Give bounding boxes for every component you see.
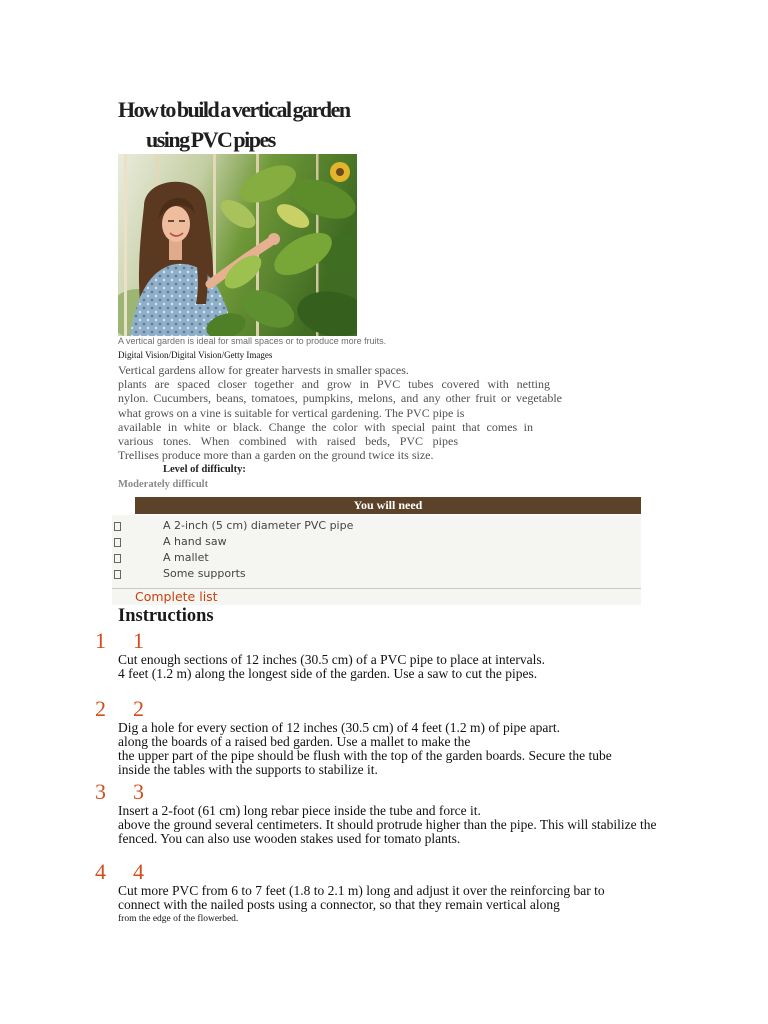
- step-number-row: [0, 861, 768, 883]
- supplies-list: [112, 518, 641, 582]
- step-number: 4: [95, 859, 106, 884]
- instruction-step-3: [0, 781, 768, 846]
- title-line-1: How to build a vertical garden: [118, 97, 350, 122]
- supply-item: [112, 550, 641, 566]
- supply-item-label: Some supports: [163, 567, 246, 580]
- title-line-2: using PVC pipes: [146, 127, 275, 152]
- supply-item: [112, 518, 641, 534]
- step-line: Dig a hole for every section of 12 inches (30.5 cm) of 4 feet (1.2 m) of pipe apart.: [118, 720, 560, 735]
- step-line: inside the tables with the supports to stabilize it.: [118, 762, 378, 777]
- intro-line: various tones. When combined with raised beds, PVC pipes: [118, 433, 458, 448]
- step-line: the upper part of the pipe should be flush with the top of the garden boards. Secure the tube: [118, 748, 612, 763]
- garden-photo: [118, 154, 357, 336]
- step-text: [118, 653, 768, 681]
- step-line: above the ground several centimeters. It should protrude higher than the pipe. This will stabilize the: [118, 817, 657, 832]
- neck: [169, 240, 182, 260]
- instructions-heading: Instructions: [118, 606, 214, 626]
- complete-list-link[interactable]: Complete list: [135, 589, 218, 604]
- intro-paragraph: [118, 363, 562, 462]
- step-line: Insert a 2-foot (61 cm) long rebar piece inside the tube and force it.: [118, 803, 481, 818]
- step-number: 4: [133, 859, 144, 884]
- step-number: 3: [133, 779, 144, 804]
- hand: [268, 233, 280, 245]
- intro-line: nylon. Cucumbers, beans, tomatoes, pumpkins, melons, and any other fruit or vegetable: [118, 391, 562, 406]
- supply-item: [112, 534, 641, 550]
- step-text: [118, 721, 768, 777]
- intro-line: Trellises produce more than a garden on the ground twice its size.: [118, 448, 434, 463]
- step-number-row: [0, 781, 768, 803]
- instruction-step-1: [0, 630, 768, 681]
- garden-photo-image: [118, 154, 357, 336]
- list-bullet-icon: [114, 538, 121, 547]
- supply-item-label: A mallet: [163, 551, 209, 564]
- supplies-panel: [112, 515, 641, 605]
- list-bullet-icon: [114, 522, 121, 531]
- step-line: connect with the nailed posts using a connector, so that they remain vertical along: [118, 897, 560, 912]
- step-number: 3: [95, 779, 106, 804]
- difficulty-value: Moderately difficult: [118, 479, 209, 490]
- supply-item-label: A hand saw: [163, 535, 227, 548]
- list-bullet-icon: [114, 554, 121, 563]
- step-line: along the boards of a raised bed garden. Use a mallet to make the: [118, 734, 471, 749]
- intro-line: available in white or black. Change the color with special paint that comes in: [118, 419, 533, 434]
- supply-item-label: A 2-inch (5 cm) diameter PVC pipe: [163, 519, 354, 532]
- step-line: 4 feet (1.2 m) along the longest side of the garden. Use a saw to cut the pipes.: [118, 666, 538, 681]
- photo-caption: A vertical garden is ideal for small spaces or to produce more fruits.: [118, 336, 387, 346]
- list-bullet-icon: [114, 570, 121, 579]
- difficulty-label: Level of difficulty:: [163, 464, 246, 475]
- step-number-row: [0, 698, 768, 720]
- supplies-header: You will need: [135, 497, 641, 514]
- step-text: [118, 884, 768, 926]
- intro-line: Vertical gardens allow for greater harvests in smaller spaces.: [118, 363, 409, 377]
- photo-credit: Digital Vision/Digital Vision/Getty Images: [118, 350, 273, 360]
- step-line: from the edge of the flowerbed.: [118, 914, 239, 924]
- intro-line: plants are spaced closer together and grow in PVC tubes covered with netting: [118, 377, 550, 392]
- intro-line: what grows on a vine is suitable for vertical gardening. The PVC pipe is: [118, 405, 465, 420]
- step-line: Cut more PVC from 6 to 7 feet (1.8 to 2.1 m) long and adjust it over the reinforcing bar to: [118, 883, 605, 898]
- stake: [124, 154, 127, 336]
- step-number: 1: [95, 628, 106, 653]
- instruction-step-2: [0, 698, 768, 777]
- step-line: fenced. You can also use wooden stakes used for tomato plants.: [118, 831, 461, 846]
- step-number-row: [0, 630, 768, 652]
- sunflower-center: [336, 168, 344, 176]
- step-text: [118, 804, 768, 846]
- instruction-step-4: [0, 861, 768, 926]
- step-number: 2: [95, 696, 106, 721]
- step-line: Cut enough sections of 12 inches (30.5 cm) of a PVC pipe to place at intervals.: [118, 652, 546, 667]
- step-number: 2: [133, 696, 144, 721]
- step-number: 1: [133, 628, 144, 653]
- supply-item: [112, 566, 641, 582]
- page-title: [118, 95, 350, 155]
